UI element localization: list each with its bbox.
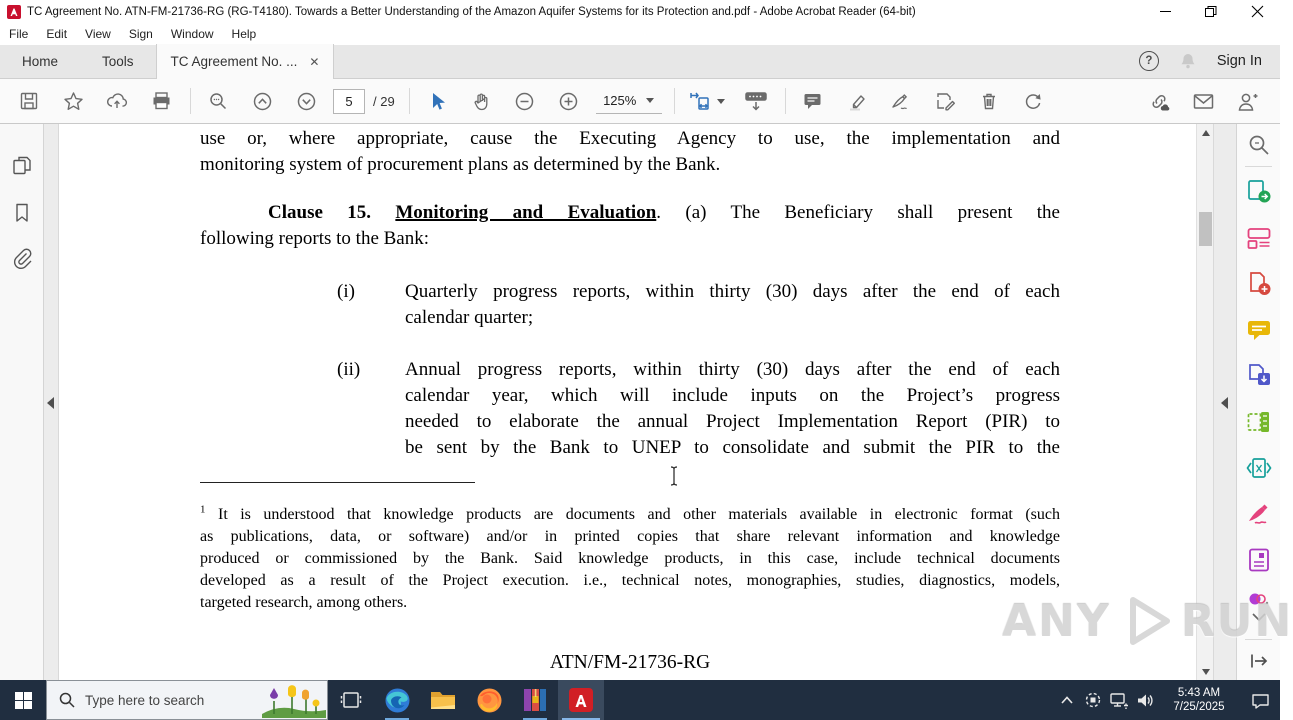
toolbar-right-group bbox=[1142, 86, 1280, 116]
title-bar bbox=[0, 0, 1280, 24]
zoom-out-button[interactable] bbox=[508, 86, 542, 116]
more-tools-chevron-icon[interactable] bbox=[1246, 610, 1272, 624]
taskbar bbox=[0, 680, 1280, 720]
scroll-up-arrow[interactable] bbox=[1197, 124, 1214, 141]
zoom-level-dropdown[interactable] bbox=[596, 89, 662, 114]
clock-date: 7/25/2025 bbox=[1173, 701, 1225, 713]
page-thumbnails-icon[interactable] bbox=[8, 151, 36, 179]
menu-help[interactable]: Help bbox=[231, 27, 257, 41]
watermark-text-left: ANY bbox=[1002, 595, 1111, 647]
export-pdf-icon[interactable] bbox=[1246, 179, 1272, 205]
paragraph: use or, where appropriate, cause the Executing Agency to use, the implementation and monitoring system of procurement plans as determined by the Bank. bbox=[200, 128, 1060, 175]
help-icon[interactable]: ? bbox=[1139, 51, 1159, 71]
sign-in-button[interactable]: Sign In bbox=[1216, 53, 1262, 69]
organize-pages-icon[interactable] bbox=[1246, 409, 1272, 435]
menu-edit[interactable]: Edit bbox=[46, 27, 68, 41]
acrobat-app-icon bbox=[7, 5, 21, 19]
email-button[interactable] bbox=[1186, 86, 1220, 116]
find-button[interactable] bbox=[201, 86, 235, 116]
notifications-bell-icon[interactable] bbox=[1179, 52, 1197, 70]
system-tray bbox=[1054, 680, 1280, 720]
left-panel-gutter bbox=[44, 124, 59, 680]
chevron-down-icon bbox=[646, 98, 654, 103]
watermark-text-right: RUN bbox=[1180, 595, 1293, 647]
toolbar-separator bbox=[409, 88, 410, 114]
tab-close-icon[interactable]: ✕ bbox=[309, 54, 320, 69]
search-tools-icon[interactable] bbox=[1246, 132, 1272, 158]
compress-pdf-icon[interactable] bbox=[1246, 455, 1272, 481]
clause-paragraph: Clause 15. Monitoring and Evaluation. (a) The Beneficiary shall present the following reports to the Bank: bbox=[200, 202, 1060, 249]
scrollbar-thumb[interactable] bbox=[1199, 212, 1212, 246]
attachments-paperclip-icon[interactable] bbox=[8, 244, 36, 272]
action-center-icon[interactable] bbox=[1240, 680, 1280, 720]
clause-label: Clause 15. bbox=[268, 202, 371, 223]
menu-sign[interactable]: Sign bbox=[128, 27, 153, 41]
text-cursor bbox=[668, 465, 680, 487]
close-button[interactable] bbox=[1234, 0, 1280, 23]
delete-tool-button[interactable] bbox=[972, 86, 1006, 116]
comment-tool-button[interactable] bbox=[796, 86, 830, 116]
footnote-rule bbox=[200, 482, 475, 483]
toolbar bbox=[0, 79, 1280, 124]
zoom-in-button[interactable] bbox=[552, 86, 586, 116]
tool-color-dots-icon[interactable] bbox=[1246, 589, 1272, 609]
footnote: $^1$ It is understood that knowledge products are documents and other materials available in electronic format (such as publications, data, or software) and/or in printed copies that share relevant information and knowledge produced or commissioned by the Bank. Said knowledge products, in this case, include technical documents developed as a result of the Project execution. i.e., technical notes, monographies, studies, diagnostics, models, targeted research, among others. bbox=[200, 503, 1061, 611]
print-button[interactable] bbox=[144, 86, 178, 116]
menu-bar bbox=[0, 23, 1280, 46]
previous-page-button[interactable] bbox=[245, 86, 279, 116]
toolbar-separator bbox=[190, 88, 191, 114]
page-count-label: / 29 bbox=[373, 93, 395, 109]
menu-file[interactable]: File bbox=[9, 27, 29, 41]
list-item: (ii) Annual progress reports, within thirty (30) days after the end of each calendar year, which will include inputs on the Project’s progress needed to elaborate the annual Project Implementation Report (PIR) to be sent by the Bank to UNEP to consolidate and submit the PIR to the bbox=[337, 359, 1060, 458]
highlight-tool-button[interactable] bbox=[840, 86, 874, 116]
edge-browser-button[interactable] bbox=[374, 680, 420, 720]
taskbar-search-input[interactable] bbox=[46, 680, 328, 720]
menu-view[interactable]: View bbox=[85, 27, 111, 41]
menu-window[interactable]: Window bbox=[170, 27, 214, 41]
list-item: (i) Quarterly progress reports, within thirty (30) days after the end of each calendar quarter; bbox=[337, 281, 1060, 328]
bookmarks-icon[interactable] bbox=[8, 199, 36, 227]
clock-time: 5:43 AM bbox=[1177, 687, 1221, 699]
minimize-button[interactable] bbox=[1142, 0, 1188, 23]
taskbar-clock[interactable] bbox=[1164, 686, 1234, 714]
vertical-scrollbar[interactable] bbox=[1196, 124, 1213, 680]
toolbar-separator bbox=[785, 88, 786, 114]
tab-home[interactable]: Home bbox=[22, 53, 59, 69]
left-panel-rail bbox=[0, 124, 44, 680]
file-explorer-button[interactable] bbox=[420, 680, 466, 720]
chevron-down-icon bbox=[717, 99, 725, 104]
open-tools-panel-icon[interactable] bbox=[1246, 648, 1272, 674]
right-panel-gutter bbox=[1213, 124, 1236, 680]
document-viewport bbox=[0, 124, 1293, 680]
redo-button[interactable] bbox=[1016, 86, 1050, 116]
zoom-level-value: 125% bbox=[603, 93, 637, 108]
firefox-button[interactable] bbox=[466, 680, 512, 720]
weather-widget-flowers[interactable] bbox=[262, 681, 326, 718]
next-page-button[interactable] bbox=[289, 86, 323, 116]
page-number-input[interactable]: 5 bbox=[333, 89, 365, 114]
pdf-page[interactable] bbox=[59, 124, 1196, 680]
tab-tools[interactable]: Tools bbox=[102, 53, 134, 69]
more-tools-file-icon[interactable] bbox=[1246, 547, 1272, 573]
combine-files-icon[interactable] bbox=[1246, 363, 1272, 389]
comment-tool-icon[interactable] bbox=[1246, 317, 1272, 343]
add-account-button[interactable] bbox=[1230, 86, 1264, 116]
fill-and-sign-icon[interactable] bbox=[1246, 501, 1272, 527]
restore-button[interactable] bbox=[1188, 0, 1234, 23]
start-button[interactable] bbox=[0, 680, 46, 720]
hidden-icons-chevron[interactable] bbox=[1054, 680, 1080, 720]
tools-panel-rail bbox=[1236, 124, 1280, 680]
fit-width-button[interactable] bbox=[685, 86, 729, 116]
page-footer-reference: ATN/FM-21736-RG bbox=[549, 652, 711, 673]
edit-page-tool-button[interactable] bbox=[928, 86, 962, 116]
collapse-left-panel-arrow[interactable] bbox=[47, 397, 54, 409]
clause-title: Monitoring and Evaluation bbox=[395, 202, 657, 223]
network-icon[interactable] bbox=[1106, 680, 1132, 720]
task-view-button[interactable] bbox=[328, 680, 374, 720]
expand-right-panel-arrow[interactable] bbox=[1221, 397, 1228, 409]
tray-app-icon[interactable] bbox=[1080, 680, 1106, 720]
edit-pdf-icon[interactable] bbox=[1246, 225, 1272, 251]
window-title: TC Agreement No. ATN-FM-21736-RG (RG-T4180). Towards a Better Understanding of the Amazon Aquifer Systems for its Protection and.pdf - Adobe Acrobat Reader (64-bit) bbox=[27, 5, 916, 18]
scroll-down-arrow[interactable] bbox=[1197, 663, 1214, 680]
tab-document-label: TC Agreement No. ... bbox=[170, 54, 298, 69]
header-right bbox=[1139, 44, 1280, 78]
favorites-star-button[interactable] bbox=[56, 86, 90, 116]
sign-tool-button[interactable] bbox=[884, 86, 918, 116]
search-placeholder: Type here to search bbox=[85, 692, 205, 708]
share-cloud-button[interactable] bbox=[100, 86, 134, 116]
winrar-button[interactable] bbox=[512, 680, 558, 720]
select-tool-button[interactable] bbox=[420, 86, 454, 116]
acrobat-reader-button[interactable] bbox=[558, 680, 604, 720]
tab-document[interactable] bbox=[156, 44, 335, 79]
create-pdf-icon[interactable] bbox=[1246, 271, 1272, 297]
volume-icon[interactable] bbox=[1132, 680, 1158, 720]
tab-bar bbox=[0, 45, 1280, 79]
hand-tool-button[interactable] bbox=[464, 86, 498, 116]
toolbar-separator bbox=[674, 88, 675, 114]
save-button[interactable] bbox=[12, 86, 46, 116]
share-link-button[interactable] bbox=[1142, 86, 1176, 116]
search-icon bbox=[59, 692, 75, 708]
page-scrolling-button[interactable] bbox=[739, 86, 773, 116]
